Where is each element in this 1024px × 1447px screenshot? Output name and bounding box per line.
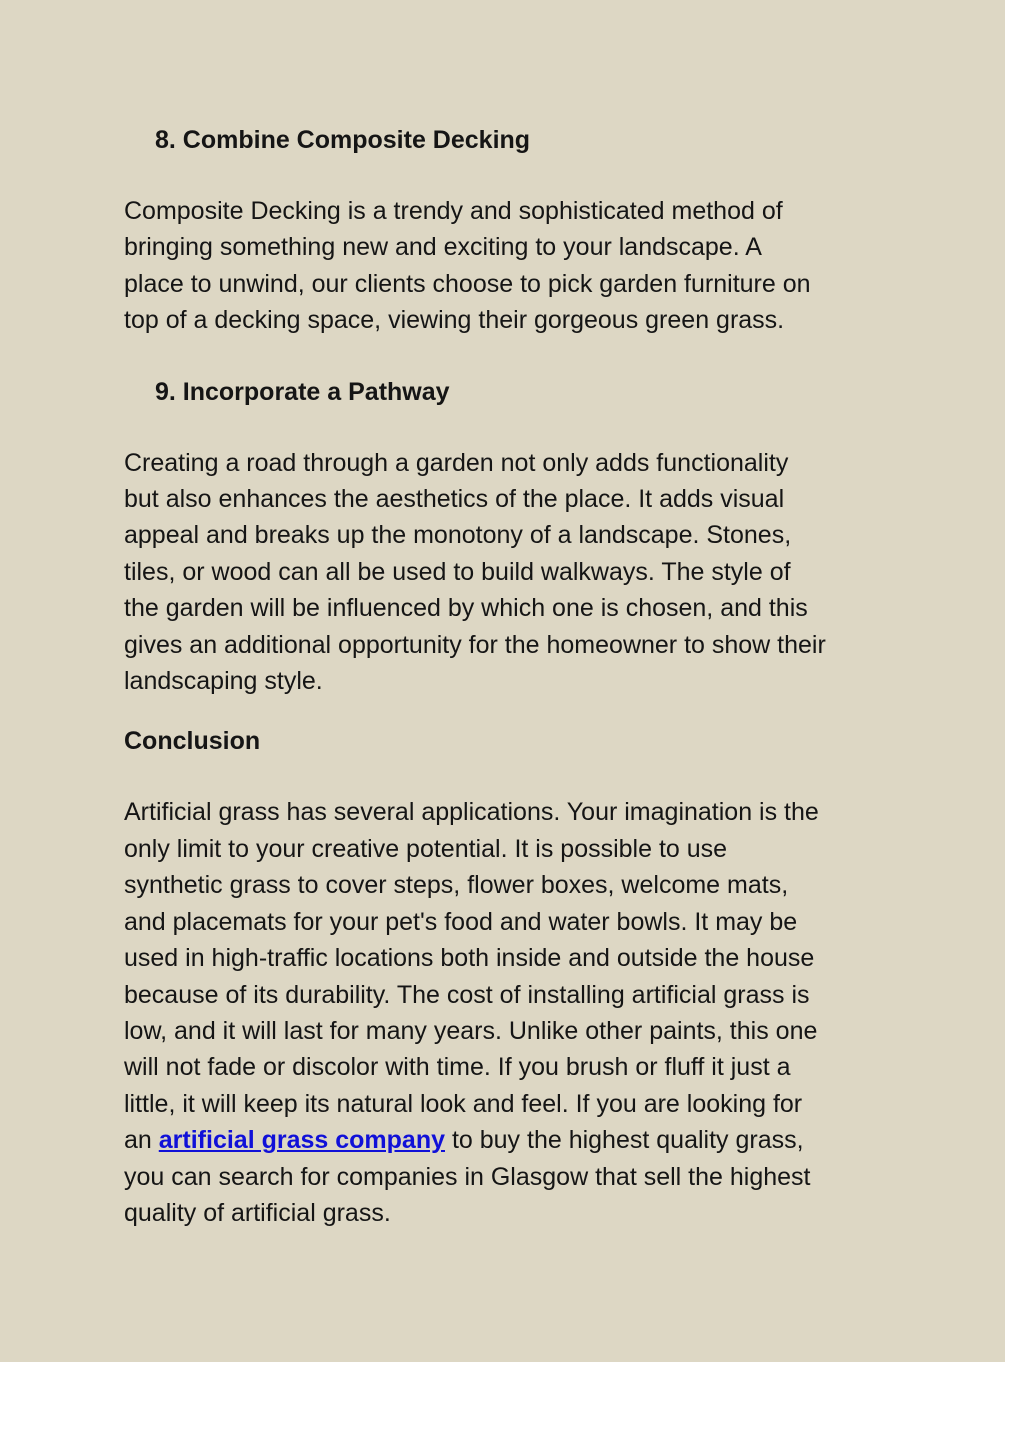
document-content <box>124 120 924 1231</box>
section-paragraph-composite-decking: Composite Decking is a trendy and sophisticated method of bringing something new and exciting to your landscape. A place to unwind, our clients choose to pick garden furniture on top of a decking space, viewing their gorgeous green grass. <box>124 197 811 335</box>
artificial-grass-company-link[interactable]: artificial grass company <box>158 1126 445 1155</box>
section-paragraph-pathway: Creating a road through a garden not only adds functionality but also enhances the aesthetics of the place. It adds visual appeal and breaks up the monotony of a landscape. Stones, tiles, or wood can all be used to build walkways. The style of the garden will be influenced by which one is chosen, and this gives an additional opportunity for the homeowner to show their landscaping style. <box>124 448 826 696</box>
section-heading-pathway: 9. Incorporate a Pathway <box>155 377 450 406</box>
conclusion-text-before-link: Artificial grass has several applications. Your imagination is the only limit to your creative potential. It is possible to use synthetic grass to cover steps, flower boxes, welcome mats, and placemats for your pet's food and water bowls. It may be used in high-traffic locations both inside and outside the house because of its durability. The cost of installing artificial grass is low, and it will last for many years. Unlike other paints, this one will not fade or discolor with time. If you brush or fluff it just a little, it will keep its natural look and feel. If you are looking for an <box>124 798 819 1155</box>
section-heading-composite-decking: 8. Combine Composite Decking <box>155 126 531 154</box>
conclusion-heading: Conclusion <box>124 727 261 756</box>
conclusion-text-after-link: to buy the highest quality grass, you can search for companies in Glasgow that sell the highest quality of artificial grass. <box>124 1126 811 1227</box>
conclusion-paragraph <box>124 794 924 1231</box>
